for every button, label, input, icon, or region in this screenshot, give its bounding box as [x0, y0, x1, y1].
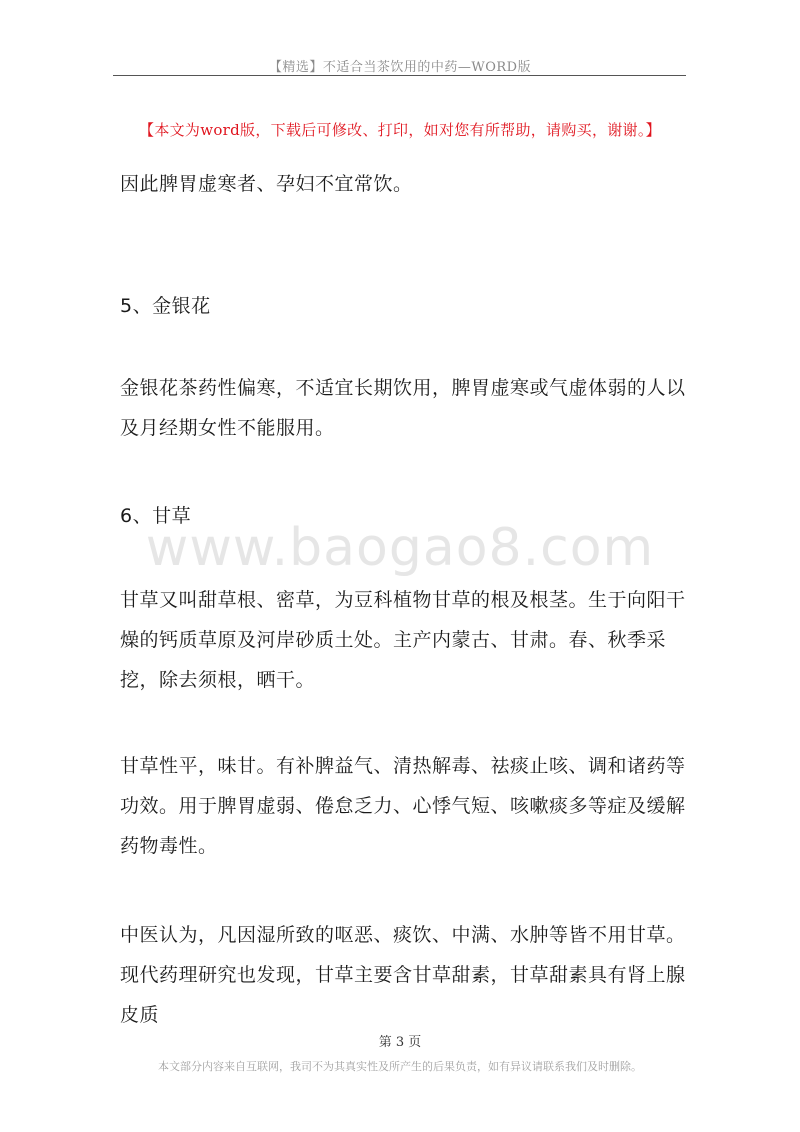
paragraph-5: 中医认为，凡因湿所致的呕恶、痰饮、中满、水肿等皆不用甘草。现代药理研究也发现，甘草主要含甘草甜素，甘草甜素具有肾上腺皮质	[120, 924, 686, 1026]
section-heading-5: 5、金银花	[120, 295, 211, 317]
page-number: 第 3 页	[378, 1035, 422, 1050]
document-header-title: 【精选】不适合当茶饮用的中药—WORD版	[268, 60, 532, 75]
download-notice: 【本文为word版，下载后可修改、打印，如对您有所帮助，请购买，谢谢。】	[139, 121, 661, 139]
paragraph-3: 甘草又叫甜草根、密草，为豆科植物甘草的根及根茎。生于向阳干燥的钙质草原及河岸砂质土处。主产内蒙古、甘肃。春、秋季采挖，除去须根，晒干。	[120, 589, 686, 691]
paragraph-2: 金银花茶药性偏寒，不适宜长期饮用，脾胃虚寒或气虚体弱的人以及月经期女性不能服用。	[120, 377, 686, 439]
paragraph-4: 甘草性平，味甘。有补脾益气、清热解毒、祛痰止咳、调和诸药等功效。用于脾胃虚弱、倦怠乏力、心悸气短、咳嗽痰多等症及缓解药物毒性。	[120, 755, 686, 857]
footer-disclaimer: 本文部分内容来自互联网，我司不为其真实性及所产生的后果负责，如有异议请联系我们及时删除。	[158, 1060, 642, 1073]
watermark: www.baogao8.com	[145, 518, 655, 578]
section-heading-6: 6、甘草	[120, 505, 192, 527]
header-divider	[113, 75, 686, 76]
paragraph-1: 因此脾胃虚寒者、孕妇不宜常饮。	[120, 173, 413, 195]
